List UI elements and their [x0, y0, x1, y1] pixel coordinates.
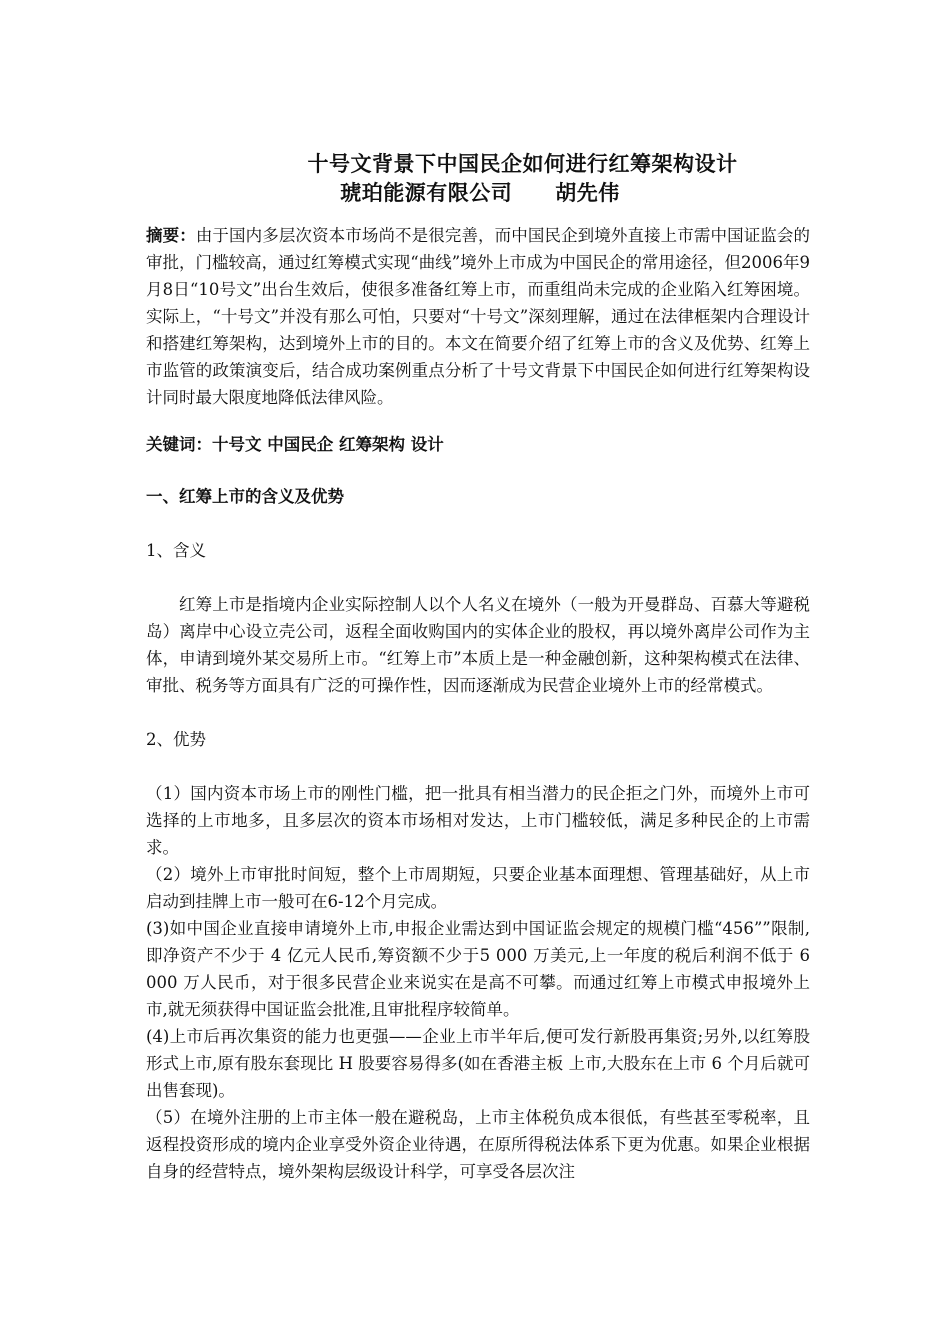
title-block: [0, 150, 950, 208]
section-heading-1: 一、红筹上市的含义及优势: [146, 487, 344, 506]
advantage-item: (3)如中国企业直接申请境外上市,申报企业需达到中国证监会规定的规模门槛“456””限制,即净资产不少于 4 亿元人民币,筹资额不少于5 000 万美元,上一年度的税后利润不低于 6 000 万人民币，对于很多民营企业来说实在是高不可攀。而通过红筹上市模式申报境外上市,就无须获得中国证监会批准,且审批程序较简单。: [146, 919, 810, 1019]
abstract-label: 摘要：: [146, 226, 196, 245]
advantage-item: (4)上市后再次集资的能力也更强——企业上市半年后,便可发行新股再集资;另外,以红筹股形式上市,原有股东套现比 H 股要容易得多(如在香港主板 上市,大股东在上市 6 个月后就可出售套现)。: [146, 1027, 810, 1100]
advantage-item: （2）境外上市审批时间短，整个上市周期短，只要企业基本面理想、管理基础好，从上市启动到挂牌上市一般可在6-12个月完成。: [146, 865, 810, 911]
keywords-line: 关键词：十号文 中国民企 红筹架构 设计: [146, 435, 444, 454]
meaning-paragraph: 红筹上市是指境内企业实际控制人以个人名义在境外（一般为开曼群岛、百慕大等避税岛）离岸中心设立壳公司，返程全面收购国内的实体企业的股权，再以境外离岸公司作为主体，申请到境外某交易所上市。“红筹上市”本质上是一种金融创新，这种架构模式在法律、审批、税务等方面具有广泛的可操作性，因而逐渐成为民营企业境外上市的经常模式。: [146, 595, 810, 695]
abstract-paragraph: [146, 222, 810, 411]
advantage-item: （5）在境外注册的上市主体一般在避税岛，上市主体税负成本很低，有些甚至零税率，且返程投资形成的境内企业享受外资企业待遇，在原所得税法体系下更为优惠。如果企业根据自身的经营特点，境外架构层级设计科学，可享受各层次注: [146, 1108, 810, 1181]
document-title: 十号文背景下中国民企如何进行红筹架构设计: [307, 152, 738, 176]
advantage-item: （1）国内资本市场上市的刚性门槛，把一批具有相当潜力的民企拒之门外，而境外上市可选择的上市地多，且多层次的资本市场相对发达，上市门槛较低，满足多种民企的上市需求。: [146, 784, 810, 857]
advantages-list: [146, 780, 810, 1185]
subsection-heading-advantages: 2、优势: [146, 730, 206, 749]
document-body: [146, 222, 810, 1185]
abstract-text: 由于国内多层次资本市场尚不是很完善，而中国民企到境外直接上市需中国证监会的审批，门槛较高，通过红筹模式实现“曲线”境外上市成为中国民企的常用途径，但2006年9月8日“10号文”出台生效后，使很多准备红筹上市，而重组尚未完成的企业陷入红筹困境。实际上，“十号文”并没有那么可怕，只要对“十号文”深刻理解，通过在法律框架内合理设计和搭建红筹架构，达到境外上市的目的。本文在简要介绍了红筹上市的含义及优势、红筹上市监管的政策演变后，结合成功案例重点分析了十号文背景下中国民企如何进行红筹架构设计同时最大限度地降低法律风险。: [146, 226, 811, 407]
subsection-heading-meaning: 1、含义: [146, 541, 206, 560]
author-line: 琥珀能源有限公司 胡先伟: [340, 181, 620, 205]
